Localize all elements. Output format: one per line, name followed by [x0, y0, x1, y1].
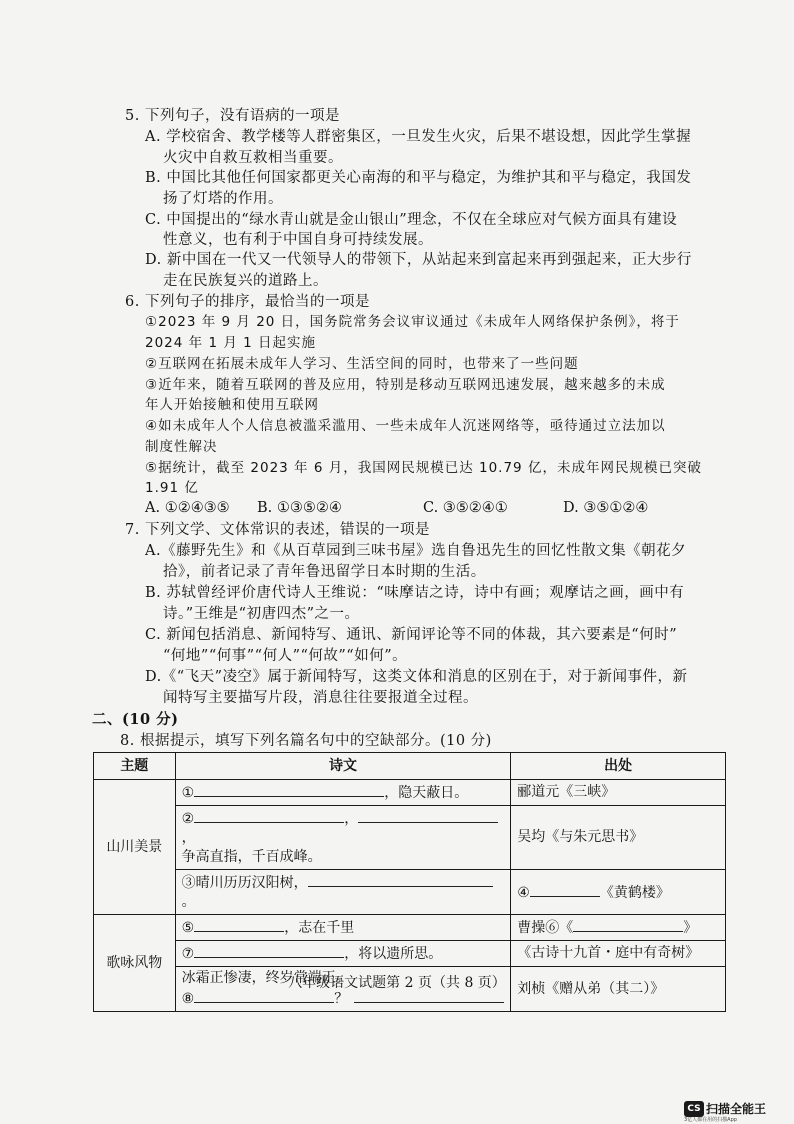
- table-row: [94, 780, 726, 806]
- q6-sentence-2: ②互联网在拓展未成年人学习、生活空间的同时，也带来了一些问题: [145, 356, 579, 372]
- header-topic: 主题: [94, 753, 176, 780]
- q7-option-c-cont: “何地”“何事”“何人”“何故”“如何”。: [163, 648, 408, 664]
- q6-sentence-5-cont: 1.91 亿: [145, 480, 199, 496]
- poem-cell-7: [175, 941, 511, 967]
- poem-cell-1: [175, 780, 511, 806]
- marker-4: ④: [517, 884, 530, 901]
- poem-text-8a: 冰霜正惨凄，终岁常端正。: [181, 970, 350, 986]
- q6-sentence-4-cont: 制度性解决: [145, 439, 218, 455]
- poem-end-8: ？: [334, 991, 349, 1007]
- source-cell-8: 刘桢《赠从弟（其二）》: [511, 967, 726, 1012]
- scanner-tagline: 3亿人都在用的扫描App: [684, 1117, 737, 1123]
- scanner-logo: [684, 1098, 766, 1117]
- q7-stem: 7. 下列文学、文体常识的表述，错误的一项是: [125, 522, 430, 538]
- poem-text-5: ，志在千里: [284, 920, 355, 936]
- table-row: [94, 806, 726, 870]
- q5-stem: 5. 下列句子，没有语病的一项是: [125, 108, 340, 124]
- q6-option-a: A. ①②④③⑤: [145, 500, 230, 516]
- poem-text-3: ③晴川历历汉阳树，: [181, 875, 308, 891]
- q6-sentence-3: ③近年来，随着互联网的普及应用，特别是移动互联网迅速发展，越来越多的未成: [145, 377, 666, 393]
- q5-option-b-cont: 扬了灯塔的作用。: [163, 191, 283, 207]
- poem-end-3: 。: [181, 894, 196, 910]
- marker-7: ⑦: [181, 946, 195, 962]
- source-text-3: 《黄鹤楼》: [599, 884, 670, 901]
- source-cell-5: [511, 915, 726, 941]
- q6-stem: 6. 下列句子的排序，最恰当的一项是: [125, 294, 370, 310]
- source-cell-7: 《古诗十九首・庭中有奇树》: [511, 941, 726, 967]
- blank-1[interactable]: [194, 782, 384, 797]
- blank-5[interactable]: [194, 917, 284, 932]
- section-heading: 二、(10 分): [92, 711, 179, 728]
- q8-stem: 8. 根据提示，填写下列名篇名句中的空缺部分。(10 分): [120, 733, 492, 749]
- poem-text-1: ，隐天蔽日。: [384, 785, 469, 801]
- table-row: [94, 941, 726, 967]
- q7-option-d-cont: 闻特写主要描写片段，消息往往要报道全过程。: [163, 690, 478, 706]
- header-source: 出处: [511, 753, 726, 780]
- poem-sep-2: ，: [344, 811, 359, 827]
- blank-6[interactable]: [573, 917, 683, 932]
- q7-option-b-cont: 诗。”王维是“初唐四杰”之一。: [163, 606, 360, 622]
- blank-4[interactable]: [530, 882, 600, 897]
- table-row: [94, 915, 726, 941]
- q5-option-d: D. 新中国在一代又一代领导人的带领下，从站起来到富起来再到强起来，正大步行: [145, 252, 692, 268]
- header-poem: 诗文: [175, 753, 511, 780]
- q7-option-a: A.《藤野先生》和《从百草园到三味书屋》选自鲁迅先生的回忆性散文集《朝花夕: [145, 543, 687, 559]
- cs-logo-icon: CS: [684, 1101, 704, 1117]
- marker-8: ⑧: [181, 991, 195, 1007]
- page-footer: 八年级语文试题第 2 页（共 8 页）: [288, 975, 506, 991]
- table-row: [94, 870, 726, 915]
- poem-cell-3: [175, 870, 511, 915]
- source-text-5: 曹操⑥《: [517, 920, 574, 936]
- marker-5: ⑤: [181, 920, 195, 936]
- source-cell-1: 郦道元《三峡》: [511, 780, 726, 806]
- q7-option-b: B. 苏轼曾经评价唐代诗人王维说：“味摩诘之诗，诗中有画；观摩诘之画，画中有: [145, 585, 685, 601]
- q7-option-c: C. 新闻包括消息、新闻特写、通讯、新闻评论等不同的体裁，其六要素是“何时”: [145, 627, 678, 643]
- q6-sentence-5: ⑤据统计，截至 2023 年 6 月，我国网民规模已达 10.79 亿，未成年网民规模已突破: [145, 460, 702, 476]
- group-objects: 歌咏风物: [94, 915, 176, 1012]
- q6-sentence-1: ①2023 年 9 月 20 日，国务院常务会议审议通过《未成年人网络保护条例》，将于: [145, 314, 680, 330]
- q7-option-d: D.《“飞天”凌空》属于新闻特写，这类文体和消息的区别在于，对于新闻事件，新: [145, 669, 688, 685]
- q6-sentence-4: ④如未成年人个人信息被滥采滥用、一些未成年人沉迷网络等，亟待通过立法加以: [145, 418, 666, 434]
- q7-option-a-cont: 拾》，前者记录了青年鲁迅留学日本时期的生活。: [163, 564, 486, 580]
- q5-option-c-cont: 性意义，也有利于中国自身可持续发展。: [163, 232, 433, 248]
- q6-option-d: D. ③⑤①②④: [563, 500, 649, 516]
- poem-text-2: 争高直指，千百成峰。: [181, 849, 322, 865]
- q6-sentence-1-cont: 2024 年 1 月 1 日起实施: [145, 335, 316, 351]
- source-end-5: 》: [683, 920, 698, 936]
- source-cell-3: [511, 870, 726, 915]
- marker-2: ②: [181, 811, 195, 827]
- poem-cell-5: [175, 915, 511, 941]
- source-cell-2: 吴均《与朱元思书》: [511, 806, 726, 870]
- scanner-name: 扫描全能王: [706, 1102, 767, 1116]
- blank-2a[interactable]: [194, 808, 344, 823]
- q5-option-d-cont: 走在民族复兴的道路上。: [163, 273, 328, 289]
- group-scenery: 山川美景: [94, 780, 176, 915]
- blank-2b[interactable]: [358, 808, 498, 823]
- q6-sentence-3-cont: 年人开始接触和使用互联网: [145, 397, 319, 413]
- table-header-row: [94, 753, 726, 780]
- marker-1: ①: [181, 785, 195, 801]
- q5-option-a-cont: 火灾中自救互救相当重要。: [163, 150, 343, 166]
- q5-option-c: C. 中国提出的“绿水青山就是金山银山”理念，不仅在全球应对气候方面具有建设: [145, 212, 678, 228]
- poem-cell-2: [175, 806, 511, 870]
- poem-sep-2b: ，: [181, 830, 196, 846]
- blank-3[interactable]: [308, 872, 493, 887]
- poem-text-7: ，将以遗所思。: [344, 946, 443, 962]
- q6-option-b: B. ①③⑤②④: [257, 500, 342, 516]
- q6-option-c: C. ③⑤②④①: [423, 500, 508, 516]
- q5-option-b: B. 中国比其他任何国家都更关心南海的和平与稳定，为维护其和平与稳定，我国发: [145, 170, 692, 186]
- blank-7[interactable]: [194, 943, 344, 958]
- q5-option-a: A. 学校宿舍、教学楼等人群密集区，一旦发生火灾，后果不堪设想，因此学生掌握: [145, 129, 692, 145]
